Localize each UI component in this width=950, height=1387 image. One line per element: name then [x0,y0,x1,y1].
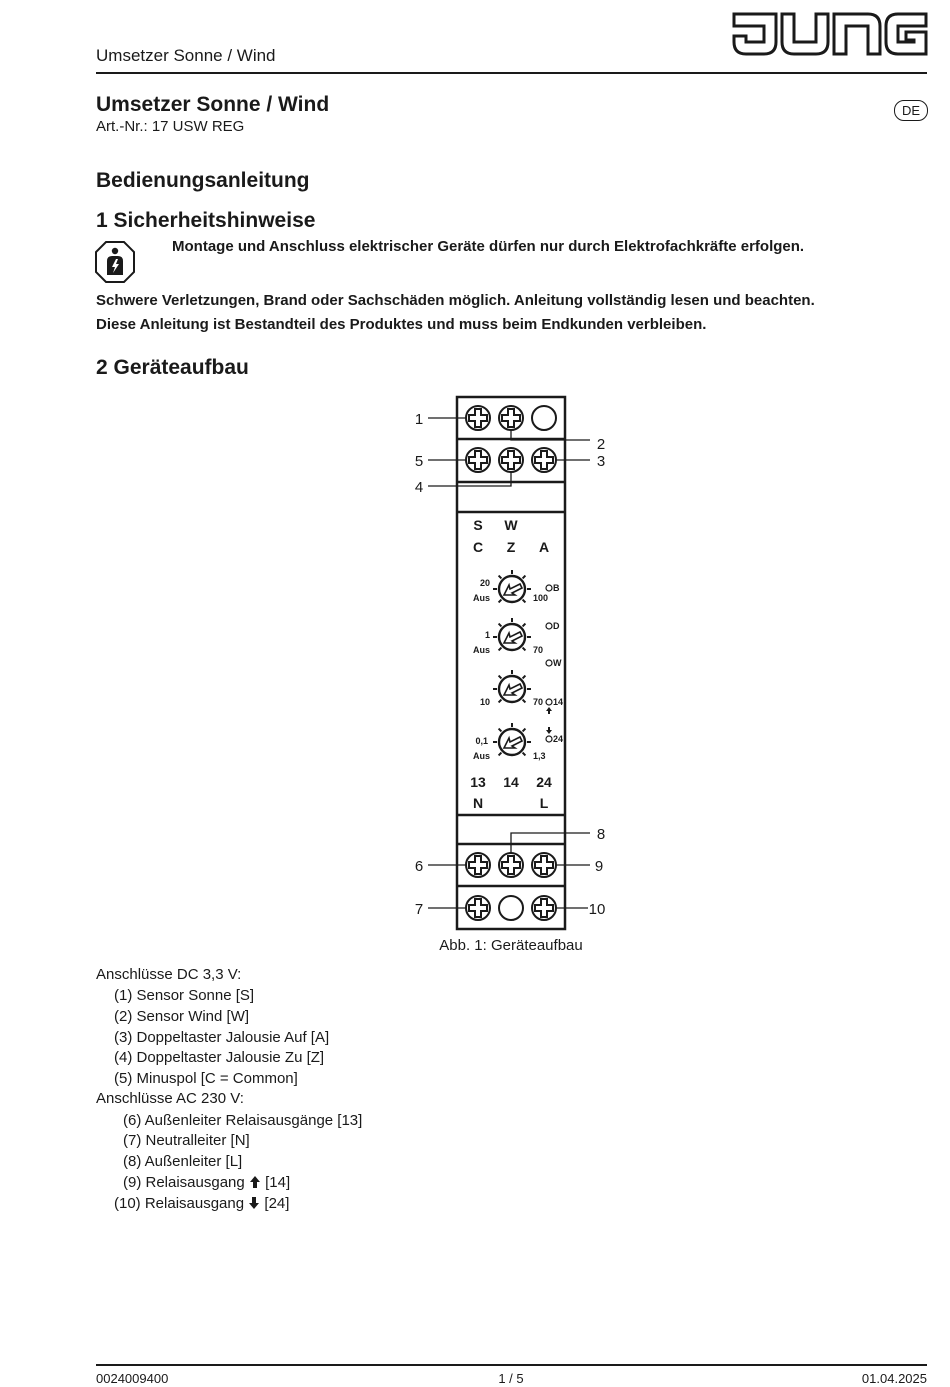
svg-text:10: 10 [479,697,490,707]
svg-text:100: 100 [533,593,549,603]
footer-date: 01.04.2025 [861,1371,927,1386]
svg-text:24: 24 [553,734,564,744]
svg-text:D: D [553,621,560,631]
list-item: (10) Relaisausgang [24] [114,1195,290,1212]
article-number: Art.-Nr.: 17 USW REG [96,118,245,135]
svg-text:6: 6 [414,858,424,875]
svg-text:7: 7 [414,901,424,918]
svg-text:8: 8 [596,826,606,843]
svg-text:24: 24 [536,774,552,790]
list-item: (2) Sensor Wind [W] [114,1008,250,1025]
list-item: (6) Außenleiter Relaisausgänge [13] [123,1112,363,1129]
header-rule [96,72,927,74]
dc-heading: Anschlüsse DC 3,3 V: [96,966,242,983]
up-arrow-icon [249,1176,261,1188]
list-item: (4) Doppeltaster Jalousie Zu [Z] [114,1049,325,1066]
manual-heading: Bedienungsanleitung [96,169,310,192]
svg-text:W: W [504,517,518,533]
safety-line-1: Schwere Verletzungen, Brand oder Sachschäden möglich. Anleitung vollständig lesen und beachten. [96,292,815,309]
svg-text:A: A [538,539,550,555]
device-diagram [395,388,625,938]
svg-text:S: S [473,517,483,533]
svg-text:Aus: Aus [472,645,490,655]
list-item: (1) Sensor Sonne [S] [114,987,255,1004]
svg-text:3: 3 [596,453,606,470]
list-item: (9) Relaisausgang [14] [123,1174,291,1191]
language-badge: DE [894,100,928,121]
safety-line-2: Diese Anleitung ist Bestandteil des Produktes und muss beim Endkunden verbleiben. [96,316,707,333]
electrician-icon [95,241,135,283]
down-arrow-icon [248,1197,260,1209]
figure-caption: Abb. 1: Geräteaufbau [439,937,583,954]
svg-text:13: 13 [470,774,486,790]
safety-warning: Montage und Anschluss elektrischer Geräte dürfen nur durch Elektrofachkräfte erfolgen. [172,238,805,255]
svg-text:Aus: Aus [472,751,490,761]
svg-text:10: 10 [588,901,606,918]
svg-text:B: B [553,583,560,593]
svg-text:1: 1 [484,630,490,640]
document-title: Umsetzer Sonne / Wind [96,93,330,116]
svg-text:Aus: Aus [472,593,490,603]
svg-text:2: 2 [596,436,606,453]
svg-text:C: C [472,539,484,555]
svg-text:4: 4 [414,479,424,496]
ac-heading: Anschlüsse AC 230 V: [96,1090,244,1107]
list-item: (3) Doppeltaster Jalousie Auf [A] [114,1029,330,1046]
svg-text:1: 1 [414,411,424,428]
section-heading-safety: 1 Sicherheitshinweise [96,209,316,232]
svg-text:Z: Z [506,539,516,555]
footer-doc-number: 0024009400 [96,1371,169,1386]
section-heading-device: 2 Geräteaufbau [96,356,249,379]
footer-page-number: 1 / 5 [498,1371,524,1386]
svg-text:14: 14 [503,774,519,790]
jung-logo [732,8,928,60]
svg-text:14: 14 [553,697,564,707]
footer-rule [96,1364,927,1366]
svg-text:JUNG: JUNG [732,8,735,9]
svg-text:W: W [553,658,562,668]
list-item: (8) Außenleiter [L] [123,1153,243,1170]
list-item: (7) Neutralleiter [N] [123,1132,250,1149]
header-title: Umsetzer Sonne / Wind [96,46,276,65]
svg-text:L: L [539,795,549,811]
svg-text:5: 5 [414,453,424,470]
svg-text:9: 9 [594,858,604,875]
svg-text:0,1: 0,1 [475,736,488,746]
svg-text:1,3: 1,3 [533,751,546,761]
svg-text:70: 70 [533,645,544,655]
svg-text:N: N [472,795,484,811]
list-item: (5) Minuspol [C = Common] [114,1070,298,1087]
svg-text:70: 70 [533,697,544,707]
svg-text:20: 20 [479,578,490,588]
